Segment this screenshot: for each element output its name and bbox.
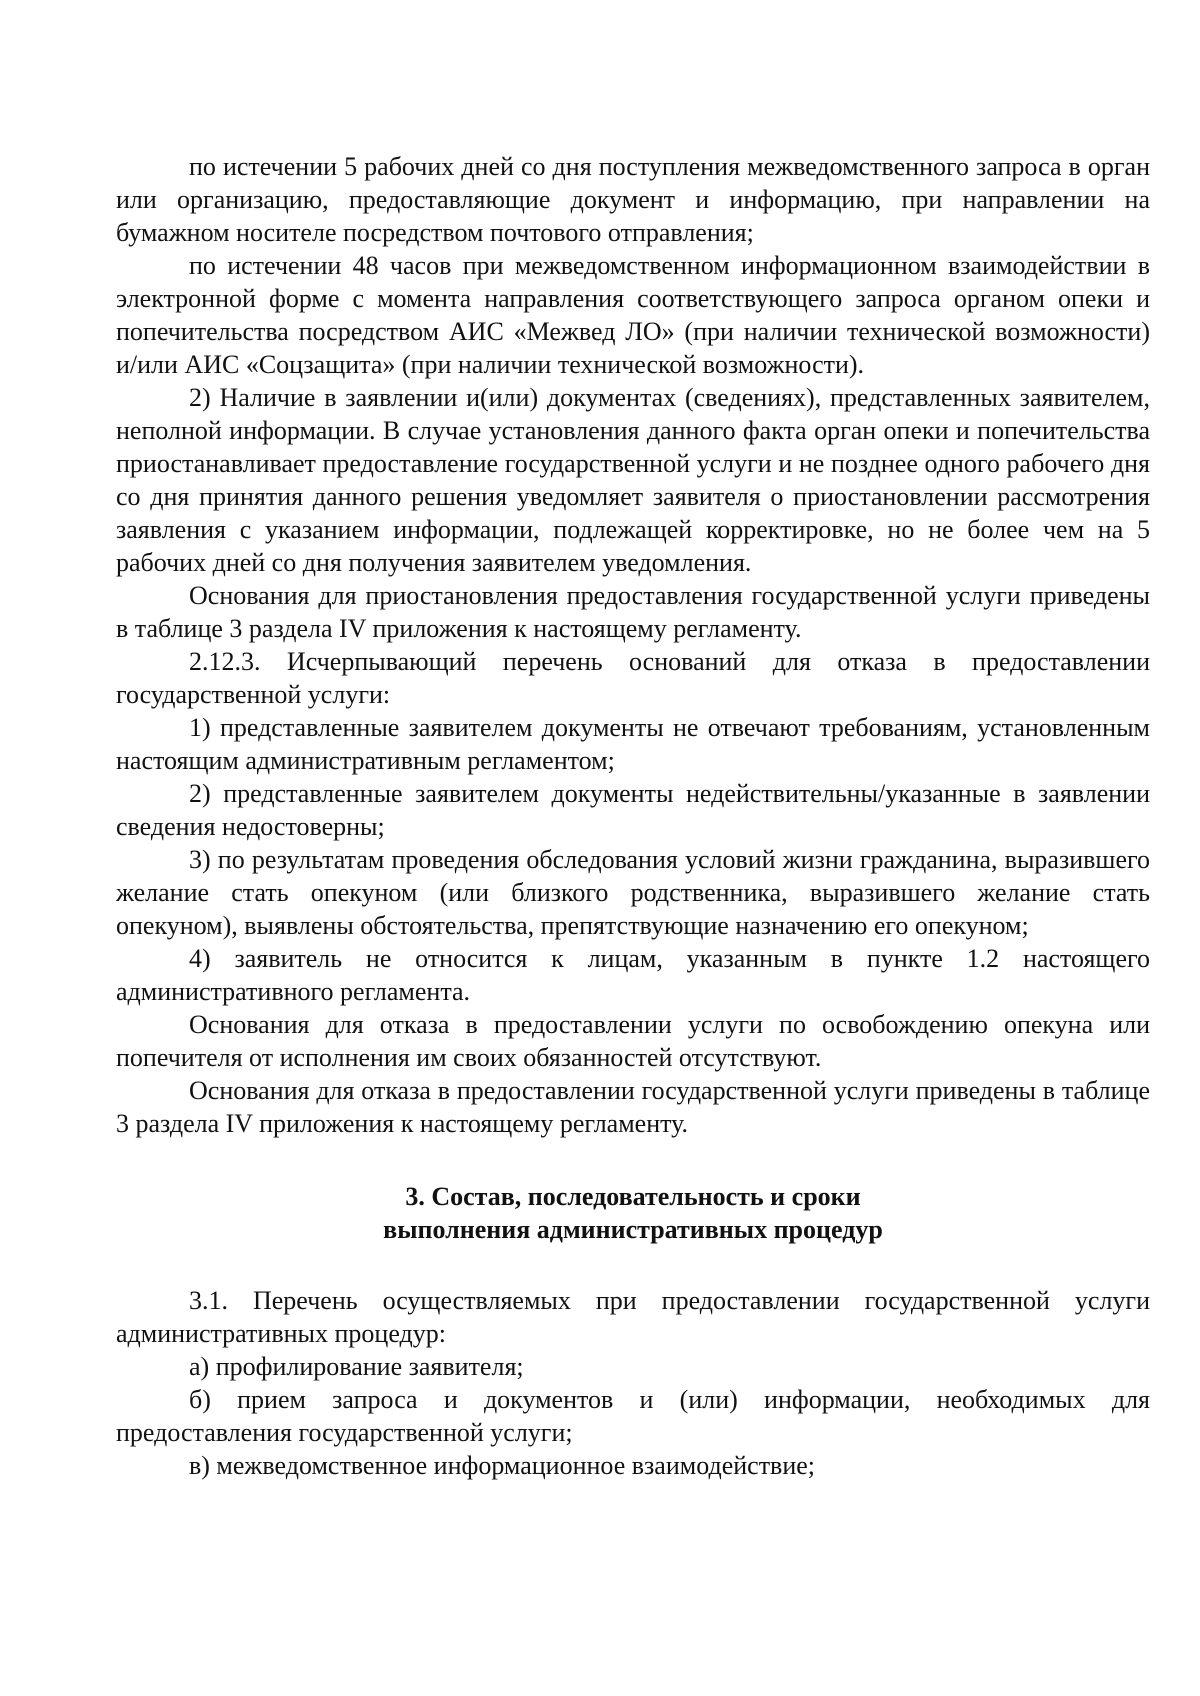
paragraph-procedure-a: а) профилирование заявителя; bbox=[189, 1352, 524, 1381]
section-heading-line-2: выполнения административных процедур bbox=[383, 1215, 883, 1244]
paragraph-procedures-list-intro: 3.1. Перечень осуществляемых при предоставлении государственной услуги административных процедур: bbox=[116, 1286, 1150, 1348]
paragraph-no-refusal-grounds: Основания для отказа в предоставлении услуги по освобождению опекуна или попечителя от исполнения им своих обязанностей отсутствуют. bbox=[116, 1010, 1150, 1072]
section-heading-line-1: 3. Состав, последовательность и сроки bbox=[405, 1182, 861, 1211]
paragraph-procedure-c: в) межведомственное информационное взаимодействие; bbox=[189, 1451, 816, 1480]
paragraph-incomplete-information: 2) Наличие в заявлении и(или) документах (сведениях), представленных заявителем, неполной информации. В случае установления данного факта орган опеки и попечительства приостанавливает предоставление государственной услуги и не позднее одного рабочего дня со дня принятия данного решения уведомляет заявителя о приостановлении рассмотрения заявления с указанием информации, подлежащей корректировке, но не более чем на 5 рабочих дней со дня получения заявителем уведомления. bbox=[116, 383, 1150, 577]
document-page bbox=[116, 150, 1150, 1482]
paragraph-refusal-list-intro: 2.12.3. Исчерпывающий перечень оснований для отказа в предоставлении государственной услуги: bbox=[116, 647, 1150, 709]
paragraph-refusal-item-4: 4) заявитель не относится к лицам, указанным в пункте 1.2 настоящего административного регламента. bbox=[116, 944, 1150, 1006]
paragraph-term-paper-request: по истечении 5 рабочих дней со дня поступления межведомственного запроса в орган или организацию, предоставляющие документ и информацию, при направлении на бумажном носителе посредством почтового отправления; bbox=[116, 152, 1150, 247]
paragraph-refusal-item-1: 1) представленные заявителем документы не отвечают требованиям, установленным настоящим административным регламентом; bbox=[116, 713, 1150, 775]
paragraph-refusal-item-2: 2) представленные заявителем документы недействительны/указанные в заявлении сведения недостоверны; bbox=[116, 779, 1150, 841]
section-heading bbox=[116, 1180, 1150, 1246]
paragraph-suspension-grounds: Основания для приостановления предоставления государственной услуги приведены в таблице 3 раздела IV приложения к настоящему регламенту. bbox=[116, 581, 1150, 643]
paragraph-refusal-item-3: 3) по результатам проведения обследования условий жизни гражданина, выразившего желание стать опекуном (или близкого родственника, выразившего желание стать опекуном), выявлены обстоятельства, препятствующие назначению его опекуном; bbox=[116, 845, 1150, 940]
paragraph-term-electronic-request: по истечении 48 часов при межведомственном информационном взаимодействии в электронной форме с момента направления соответствующего запроса органом опеки и попечительства посредством АИС «Межвед ЛО» (при наличии технической возможности) и/или АИС «Соцзащита» (при наличии технической возможности). bbox=[116, 251, 1150, 379]
paragraph-refusal-grounds-table: Основания для отказа в предоставлении государственной услуги приведены в таблице 3 раздела IV приложения к настоящему регламенту. bbox=[116, 1076, 1150, 1138]
paragraph-procedure-b: б) прием запроса и документов и (или) информации, необходимых для предоставления государственной услуги; bbox=[116, 1385, 1150, 1447]
